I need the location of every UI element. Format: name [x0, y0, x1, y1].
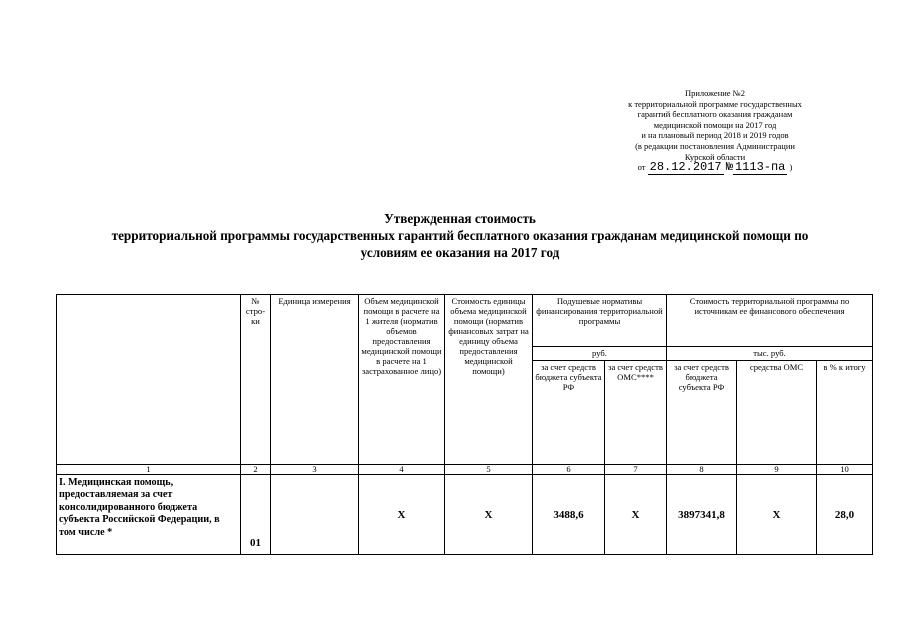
header-program-cost: Стоимость территориальной программы по источникам ее финансового обеспечения: [667, 295, 873, 347]
column-number-row: [57, 465, 873, 475]
appendix-line: Курской области: [684, 151, 746, 162]
table-row: [57, 475, 873, 555]
column-number: 4: [359, 465, 445, 475]
column-number: 6: [533, 465, 605, 475]
cost-table: [56, 294, 873, 555]
row-percent: 28,0: [817, 475, 873, 555]
appendix-line: Приложение №2: [684, 88, 746, 98]
header-budget-rf-6: за счет средств бюджета субъекта РФ: [533, 361, 605, 465]
appendix-line: гарантий бесплатного оказания гражданам: [637, 109, 793, 120]
document-title: [40, 210, 880, 261]
row-code: 01: [241, 475, 271, 555]
row-cost: X: [445, 475, 533, 555]
appendix-line: к территориальной программе государственных: [628, 98, 802, 109]
row-unit: [271, 475, 359, 555]
row-per-capita-oms: X: [605, 475, 667, 555]
header-blank-cell: [57, 295, 241, 465]
appendix-block: [590, 88, 840, 173]
header-oms-9: средства ОМС: [737, 361, 817, 465]
title-line-3: условиям ее оказания на 2017 год: [360, 245, 560, 260]
header-volume: Объем медицинской помощи в расчете на 1 жителя (норматив объемов предоставления медицинской помощи в расчете на 1 застрахованное лицо): [359, 295, 445, 465]
number-sign: №: [725, 160, 733, 175]
column-number: 1: [57, 465, 241, 475]
header-oms-7: за счет средств ОМС****: [605, 361, 667, 465]
date-prefix: от: [637, 162, 646, 173]
header-cost: Стоимость единицы объема медицинской помощи (норматив финансовых затрат на единицу объема предоставления медицинской помощи): [445, 295, 533, 465]
column-number: 10: [817, 465, 873, 475]
header-unit: Единица измерения: [271, 295, 359, 465]
resolution-date: 28.12.2017: [649, 160, 722, 175]
close-paren: ): [789, 162, 793, 173]
row-per-capita-budget: 3488,6: [533, 475, 605, 555]
header-per-capita: Подушевые нормативы финансирования территориальной программы: [533, 295, 667, 347]
title-line-2: территориальной программы государственных гарантий бесплатного оказания гражданам медицинской помощи по: [111, 228, 809, 243]
row-total-budget: 3897341,8: [667, 475, 737, 555]
appendix-line: (в редакции постановления Администрации: [635, 140, 795, 151]
row-name: I. Медицинская помощь, предоставляемая за счет консолидированного бюджета субъекта Российской Федерации, в том числе *: [57, 475, 241, 555]
column-number: 2: [241, 465, 271, 475]
row-total-oms: X: [737, 475, 817, 555]
resolution-date-line: [590, 162, 840, 173]
resolution-number: 1113-па: [734, 160, 786, 175]
column-number: 9: [737, 465, 817, 475]
header-percent-10: в % к итогу: [817, 361, 873, 465]
header-unit-rub: руб.: [533, 347, 667, 361]
header-unit-thousand-rub: тыс. руб.: [667, 347, 873, 361]
column-number: 3: [271, 465, 359, 475]
column-number: 8: [667, 465, 737, 475]
appendix-line: и на плановый период 2018 и 2019 годов: [641, 130, 789, 141]
title-line-1: Утвержденная стоимость: [384, 211, 536, 226]
header-budget-rf-8: за счет средств бюджета субъекта РФ: [667, 361, 737, 465]
column-number: 5: [445, 465, 533, 475]
appendix-line: медицинской помощи на 2017 год: [653, 119, 777, 130]
column-number: 7: [605, 465, 667, 475]
row-volume: X: [359, 475, 445, 555]
header-row-no: № стро- ки: [241, 295, 271, 465]
